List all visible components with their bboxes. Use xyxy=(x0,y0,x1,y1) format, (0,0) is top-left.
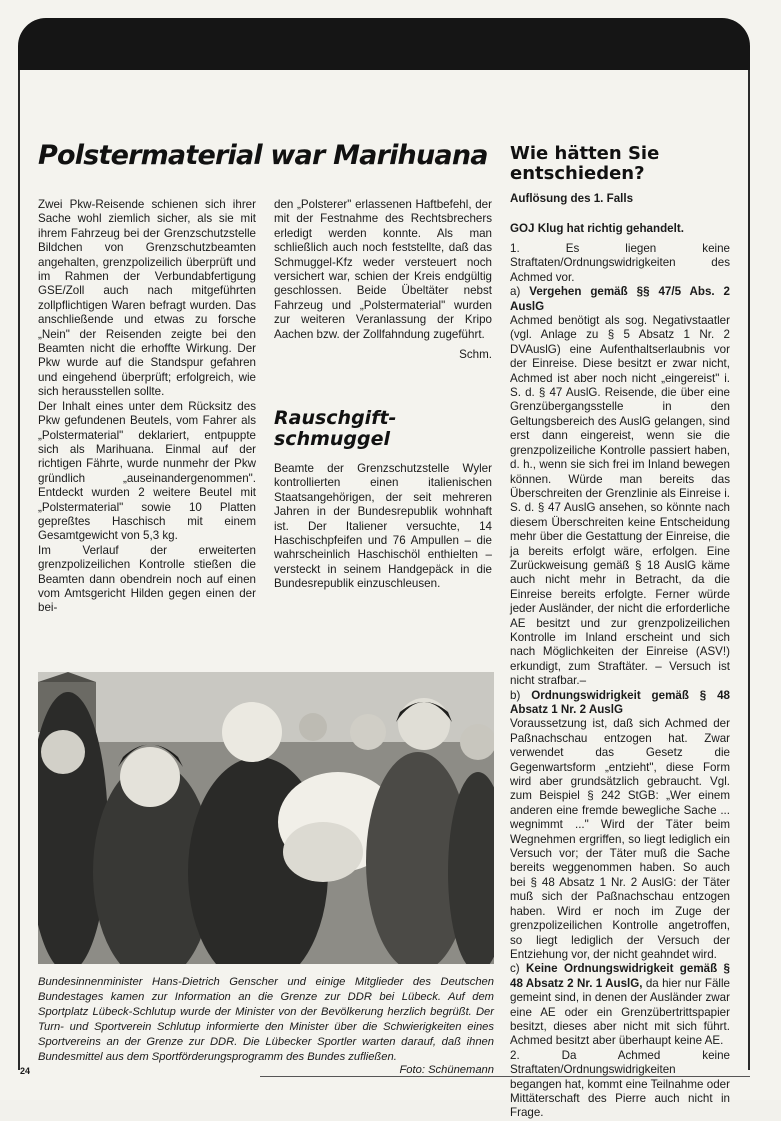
article-headline: Polstermaterial war Marihuana xyxy=(38,140,488,171)
quiz-paragraph: 1. Es liegen keine Straftaten/Ordnungswidrigkeiten des Achmed vor. xyxy=(510,242,730,284)
quiz-paragraph: Achmed benötigt als sog. Negativstaatler (vgl. Anlage zu § 5 Absatz 1 Nr. 2 DVAuslG) eine Aufenthaltserlaubnis vor der Einreise. Diese besitzt er zwar nicht, Achmed ist aber noch nicht „eingereist" i. S. d. § 47 AuslG. Reisende, die über eine Grenzübergangsstelle in den Geltungsbereich des AuslG gelangen, sind erst dann eingereist, wenn sie die grenzpolizeiliche Kontrolle passiert haben, d. h., wenn sie sich frei im Inland bewegen können. Würde man bereits das Überschreiten der Grenzlinie als Einreise i. S. d. § 47 AuslG ansehen, so könnte nach diesem Überschreiten keine Entscheidung mehr über die Gestattung der Einreise, die ja bereits erfolgt wäre, erfolgen. Eine Zurückweisung gemäß § 18 AuslG käme auch nicht mehr in Betracht, da die Einreise bereits erfolgte. Ferner würde jeder Ausländer, der nicht die erforderliche AE besitzt und zur grenzpolizeilichen Kontrolle im Inland erscheint und sich nach Möglichkeiten der Einreise (ASV!) erkundigt, zum Straftäter. – Versuch ist nicht strafbar.– xyxy=(510,314,730,688)
author-signature: Schm. xyxy=(459,348,492,362)
article-paragraph: Zwei Pkw-Reisende schienen sich ihrer Sache wohl ziemlich sicher, als sie mit ihrem Fahrzeug bei der Grenzschutzstelle Bildchen von Grenzschutzbeamten angehalten, grenzpolizeilich überprüft und im Rahmen der Verbundabfertigung GSE/Zoll auch nach mitgeführten zollpflichtigen Waren befragt wurden. Das anschließende und etwas zu forsche „Nein" der Reisenden zeigte bei den Beamten nicht die erhoffte Wirkung. Der Pkw wurde auf die Standspur gefahren und eingehend überprüft; erfolgreich, wie sich herausstellen sollte. xyxy=(38,198,256,399)
quiz-paragraph: Voraussetzung ist, daß sich Achmed der Paßnachschau entzogen hat. Zwar verwendet das Gesetz die Gegenwartsform „entzieht", diese Form wird aber grundsätzlich gebraucht. Vgl. zum Beispiel § 242 StGB: „Wer einem anderen eine fremde bewegliche Sache ... wegnimmt ..." Wird der Täter beim Wegnehmen ergriffen, so liegt lediglich ein Versuch vor; der Täter muß die Sache bereits weggenommen haben. So auch bei § 48 Absatz 1 Nr. 2 AuslG: der Täter muß sich der Paßnachschau entzogen haben. Wird er noch im Zuge der grenzpolizeilichen Kontrolle angetroffen, so liegt lediglich der Versuch der Entziehung vor, der nicht geahndet wird. xyxy=(510,717,730,961)
sidebar-paragraph: Beamte der Grenzschutzstelle Wyler kontrollierten einen italienischen Staatsangehörigen, der seit mehreren Jahren in der Bundesrepublik wohnhaft ist. Der Italiener versuchte, 14 Haschischpfeifen und 76 Ampullen – die wahrscheinlich Haschischöl enthielten – versteckt in seinem Handgepäck in die Bundesrepublik einzuschleusen. xyxy=(274,462,492,591)
bottom-rule xyxy=(260,1076,750,1077)
quiz-section-title: Vergehen gemäß §§ 47/5 Abs. 2 AuslG xyxy=(510,285,730,313)
sidebar-headline: Rauschgift- schmuggel xyxy=(274,407,397,450)
quiz-column xyxy=(510,242,730,1121)
quiz-section-title: Keine Ordnungswidrigkeit gemäß § 48 Absatz 2 Nr. 1 AuslG, xyxy=(510,962,730,990)
quiz-section-heading xyxy=(510,689,730,718)
quiz-verdict: GOJ Klug hat richtig gehandelt. xyxy=(510,222,684,235)
quiz-section-heading xyxy=(510,285,730,314)
photo-credit: Foto: Schünemann xyxy=(399,1064,494,1076)
article-paragraph: Der Inhalt eines unter dem Rücksitz des Pkw gefundenen Beutels, vom Fahrer als „Polstermaterial" deklariert, entpuppte sich als Marihuana. Einmal auf der richtigen Fährte, wurde nunmehr der Pkw gründlich „auseinandergenommen". Entdeckt wurden 2 weitere Beutel mit „Polstermaterial" sowie 10 Platten gepreßtes Haschisch mit einem Gesamtgewicht von 5,3 kg. xyxy=(38,399,256,543)
quiz-section-marker: a) xyxy=(510,285,530,299)
quiz-section-marker: c) xyxy=(510,962,527,976)
quiz-paragraph: 2. Da Achmed keine Straftaten/Ordnungswidrigkeiten begangen hat, kommt eine Teilnahme oder Mittäterschaft des Pierre auch nicht in Frage. xyxy=(510,1048,730,1120)
quiz-section-title: Ordnungswidrigkeit gemäß § 48 Absatz 1 Nr. 2 AuslG xyxy=(510,688,730,716)
header-bar xyxy=(18,18,750,70)
left-border-line xyxy=(18,70,20,1070)
photo-caption: Bundesinnenminister Hans-Dietrich Genscher und einige Mitglieder des Deutschen Bundestages kamen zur Information an die Grenze zur DDR bei Lübeck. Auf dem Sportplatz Lübeck-Schlutup wurde der Minister von der Bevölkerung herzlich begrüßt. Der Turn- und Sportverein Schlutup informierte den Minister über die Schwierigkeiten eines Sportvereins an der Grenze zur DDR. Die Lübecker Sportler warten darauf, daß ihnen Bundesmittel aus dem Sportförderungsprogramm des Bundes zufließen. xyxy=(38,976,494,1063)
photo-illustration xyxy=(38,672,494,964)
quiz-section-heading xyxy=(510,962,730,1048)
quiz-subtitle: Auflösung des 1. Falls xyxy=(510,192,634,205)
news-photo xyxy=(38,672,494,964)
quiz-section-text: da hier nur Fälle gemeint sind, in denen der Ausländer zwar eine AE oder ein Grenzübertrittspapier besitzt, dieses aber nicht mit sich führt. Achmed besitzt aber überhaupt keine AE. xyxy=(510,976,730,1048)
page-number: 24 xyxy=(20,1066,31,1076)
quiz-title: Wie hätten Sie entschieden? xyxy=(510,143,660,184)
sidebar-article-body xyxy=(274,462,492,592)
right-border-line xyxy=(748,70,750,1070)
article-paragraph: Im Verlauf der erweiterten grenzpolizeilichen Kontrolle stießen die Beamten dann obendrein noch auf einen vom Amtsgericht Hilden gegen einen der bei- xyxy=(38,543,256,615)
article-column-1 xyxy=(38,198,256,616)
article-column-2 xyxy=(274,198,492,362)
article-paragraph: den „Polsterer" erlassenen Haftbefehl, der mit der Festnahme des Rechtsbrechers erledigt werden konnte. Als man schließlich auch noch feststellte, daß das Schmuggel-Kfz weder versteuert noch versichert war, schien der Kreis endgültig geschlossen. Beide Übeltäter nebst Fahrzeug und „Polstermaterial" wurden zur weiteren Veranlassung der Kripo Aachen bzw. der Zollfahndung zugeführt. xyxy=(274,198,492,341)
quiz-section-marker: b) xyxy=(510,688,532,702)
